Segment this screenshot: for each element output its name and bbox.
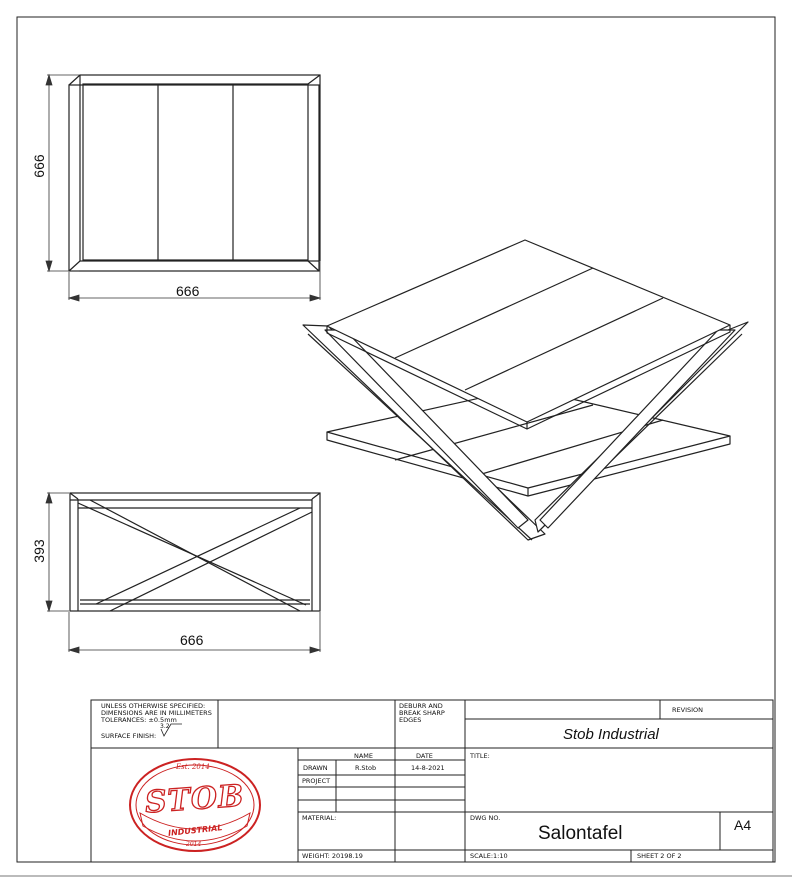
surface-finish-value: 3.2 [160, 723, 170, 730]
weight-value: WEIGHT: 20198.19 [302, 852, 363, 860]
general-note-line-3: TOLERANCES: ±0.5mm [101, 716, 177, 724]
material-label: MATERIAL: [302, 814, 337, 822]
top-view-height-dimension: 666 [31, 154, 47, 178]
top-view [69, 75, 320, 271]
front-view-width-dimension: 666 [180, 632, 204, 648]
logo-sub-text: INDUSTRIAL [167, 823, 223, 838]
dwg-no-label: DWG NO. [470, 814, 501, 822]
sheet-size: A4 [734, 817, 752, 833]
front-view-dimensions [46, 493, 320, 653]
revision-label: REVISION [672, 706, 704, 714]
deburr-note-line-1: DEBURR AND [399, 702, 443, 710]
drawn-label: DRAWN [303, 764, 328, 772]
date-header: DATE [416, 752, 433, 760]
name-header: NAME [354, 752, 374, 760]
general-note-line-1: UNLESS OTHERWISE SPECIFIED: [101, 702, 206, 710]
top-view-dimensions [46, 75, 320, 301]
drawn-name: R.Stob [355, 764, 377, 772]
logo-main-text: STOB [143, 778, 246, 821]
scale-value: SCALE:1:10 [470, 852, 508, 860]
drawn-date: 14-8-2021 [411, 764, 445, 772]
surface-finish-label: SURFACE FINISH: [101, 732, 157, 740]
drawing-name: Salontafel [538, 823, 623, 844]
general-note-line-2: DIMENSIONS ARE IN MILLIMETERS [101, 709, 212, 717]
logo-bottom-text: 2014 [186, 841, 202, 848]
deburr-note-line-3: EDGES [399, 716, 422, 724]
logo-top-text: Est. 2014 [176, 763, 210, 771]
front-view [70, 493, 320, 611]
sheet-number: SHEET 2 OF 2 [637, 852, 682, 860]
deburr-note-line-2: BREAK SHARP [399, 709, 445, 717]
front-view-height-dimension: 393 [31, 539, 47, 563]
company-name: Stob Industrial [563, 726, 659, 743]
title-label: TITLE: [470, 752, 490, 760]
project-label: PROJECT [302, 777, 331, 785]
isometric-view [303, 240, 748, 540]
top-view-width-dimension: 666 [176, 283, 200, 299]
